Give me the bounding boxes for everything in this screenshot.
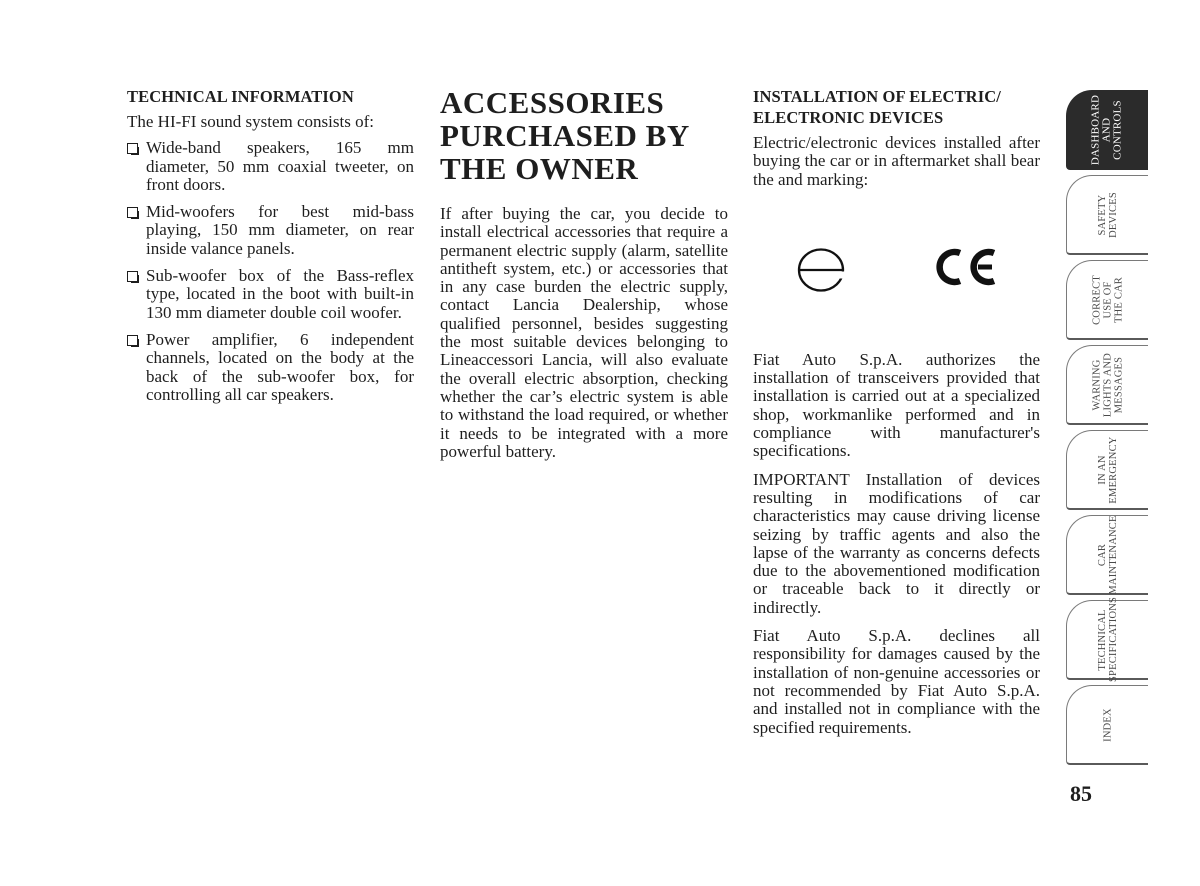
list-item [127, 267, 414, 322]
tab-label: DASHBOARD AND CONTROLS [1089, 94, 1124, 166]
installation-heading: INSTALLATION OF ELECTRIC/ ELECTRONIC DEVICES [753, 87, 1001, 127]
square-bullet-icon [127, 207, 138, 218]
accessories-column [440, 86, 728, 471]
tab-safety-devices[interactable] [1066, 175, 1148, 255]
list-item [127, 139, 414, 194]
square-bullet-icon [127, 271, 138, 282]
tab-warning-lights-and-messages[interactable] [1066, 345, 1148, 425]
accessories-paragraph: If after buying the car, you decide to install electrical accessories that require a permanent electric supply (alarm, satellite antitheft system, etc.) or accessories that in any case burden the electric supply, contact Lancia Dealership, whose qualified personnel, besides suggesting the most suitable devices belonging to Lineaccessori Lancia, will also evaluate the overall electric absorption, checking whether the car’s electric system is able to withstand the load required, or whether it needs to be integrated with a more powerful battery. [440, 204, 728, 461]
square-bullet-icon [127, 335, 138, 346]
list-item [127, 331, 414, 404]
tab-label: TECHNICAL SPECIFICATIONS [1096, 596, 1119, 682]
installation-paragraph-2: Fiat Auto S.p.A. authorizes the installation of transceivers provided that installation is carried out at a specialized shop, workmanlike performed and in compliance with manufacturer's specifications. [753, 349, 1040, 461]
installation-paragraph-4: Fiat Auto S.p.A. declines all responsibility for damages caused by the installation of non-genuine accessories or not recommended by Fiat Auto S.p.A. and installed not in compliance with the specified requirements. [753, 626, 1040, 737]
tab-in-an-emergency[interactable] [1066, 430, 1148, 510]
tab-dashboard-and-controls[interactable] [1066, 90, 1148, 170]
list-item [127, 203, 414, 258]
tab-correct-use-of-the-car[interactable] [1066, 260, 1148, 340]
tab-label: WARNING LIGHTS AND MESSAGES [1091, 352, 1124, 417]
tab-label: IN AN EMERGENCY [1096, 435, 1119, 504]
section-tabs [1066, 90, 1148, 770]
installation-paragraph-1: Electric/electronic devices installed after buying the car or in aftermarket shall bear the and marking: [753, 133, 1040, 189]
tab-label: CORRECT USE OF THE CAR [1091, 274, 1124, 325]
installation-column [753, 86, 1040, 747]
tab-label: CAR MAINTENANCE [1096, 514, 1119, 595]
technical-information-column [127, 86, 414, 413]
tab-index[interactable] [1066, 685, 1148, 765]
ce-mark-icon [931, 246, 999, 288]
list-item-text: Sub-woofer box of the Bass-reflex type, located in the boot with built-in 130 mm diameter double coil woofer. [146, 266, 414, 322]
e-mark-icon [796, 246, 846, 294]
list-item-text: Power amplifier, 6 independent channels, located on the body at the back of the sub-woofer box, for controlling all car speakers. [146, 329, 414, 404]
list-item-text: Mid-woofers for best mid-bass playing, 150 mm diameter, on rear inside valance panels. [146, 202, 414, 258]
accessories-title: ACCESSORIES PURCHASED BY THE OWNER [440, 85, 689, 186]
tab-label: INDEX [1102, 707, 1113, 742]
list-item-text: Wide-band speakers, 165 mm diameter, 50 mm coaxial tweeter, on front doors. [146, 138, 414, 194]
hifi-intro: The HI-FI sound system consists of: [127, 112, 374, 131]
certification-marks [753, 189, 1040, 349]
installation-paragraph-3: IMPORTANT Installation of devices resulting in modifications of car characteristics may cause driving license seizing by traffic agents and also the lapse of the warranty as concerns defects due to the abovementioned modification or traceable back to it directly or indirectly. [753, 469, 1040, 617]
tab-label: SAFETY DEVICES [1096, 191, 1119, 238]
hifi-components-list [127, 139, 414, 404]
tab-technical-specifications[interactable] [1066, 596, 1148, 682]
tab-car-maintenance[interactable] [1066, 515, 1148, 595]
technical-information-heading: TECHNICAL INFORMATION [127, 87, 354, 106]
square-bullet-icon [127, 143, 138, 154]
page-number: 85 [1070, 781, 1092, 806]
